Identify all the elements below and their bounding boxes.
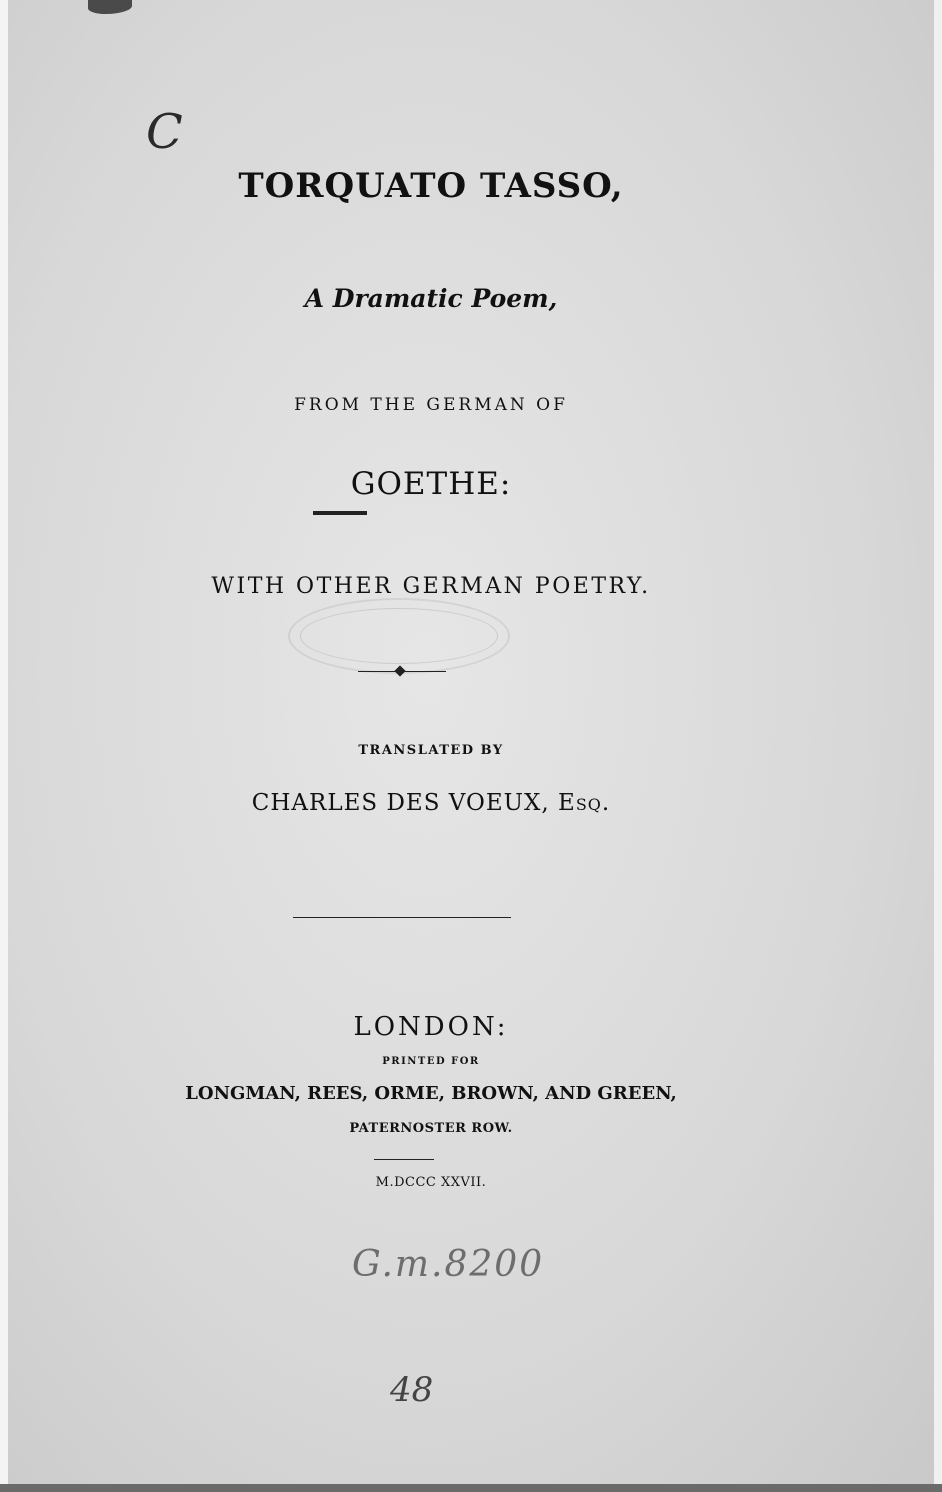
publishers: LONGMAN, REES, ORME, BROWN, AND GREEN, [185,1083,677,1104]
author-name: GOETHE: [350,466,512,502]
printed-for: PRINTED FOR [382,1056,480,1067]
publication-date: M.DCCC XXVII. [375,1175,487,1190]
book-title: TORQUATO TASSO, [238,166,624,206]
publisher-address: PATERNOSTER ROW. [349,1121,513,1136]
place-of-publication: LONDON: [353,1012,509,1042]
small-rule [374,1159,434,1160]
book-subtitle: A Dramatic Poem, [304,284,558,313]
translator-name: CHARLES DES VOEUX, [251,790,550,816]
translated-by: TRANSLATED BY [358,743,504,758]
handwritten-number: 48 [390,1370,434,1410]
author-underline [313,511,367,515]
translator-suffix: Esq. [558,790,611,816]
translator-line [0,790,902,816]
handwritten-shelfmark: G.m.8200 [352,1244,545,1285]
library-stamp [288,598,510,674]
page-bottom-edge [0,1484,942,1492]
handwritten-letter: C [146,104,183,160]
page-right-margin [934,0,942,1492]
divider-rule [293,917,511,918]
with-other-poetry: WITH OTHER GERMAN POETRY. [211,574,651,599]
from-line: FROM THE GERMAN OF [294,395,568,415]
